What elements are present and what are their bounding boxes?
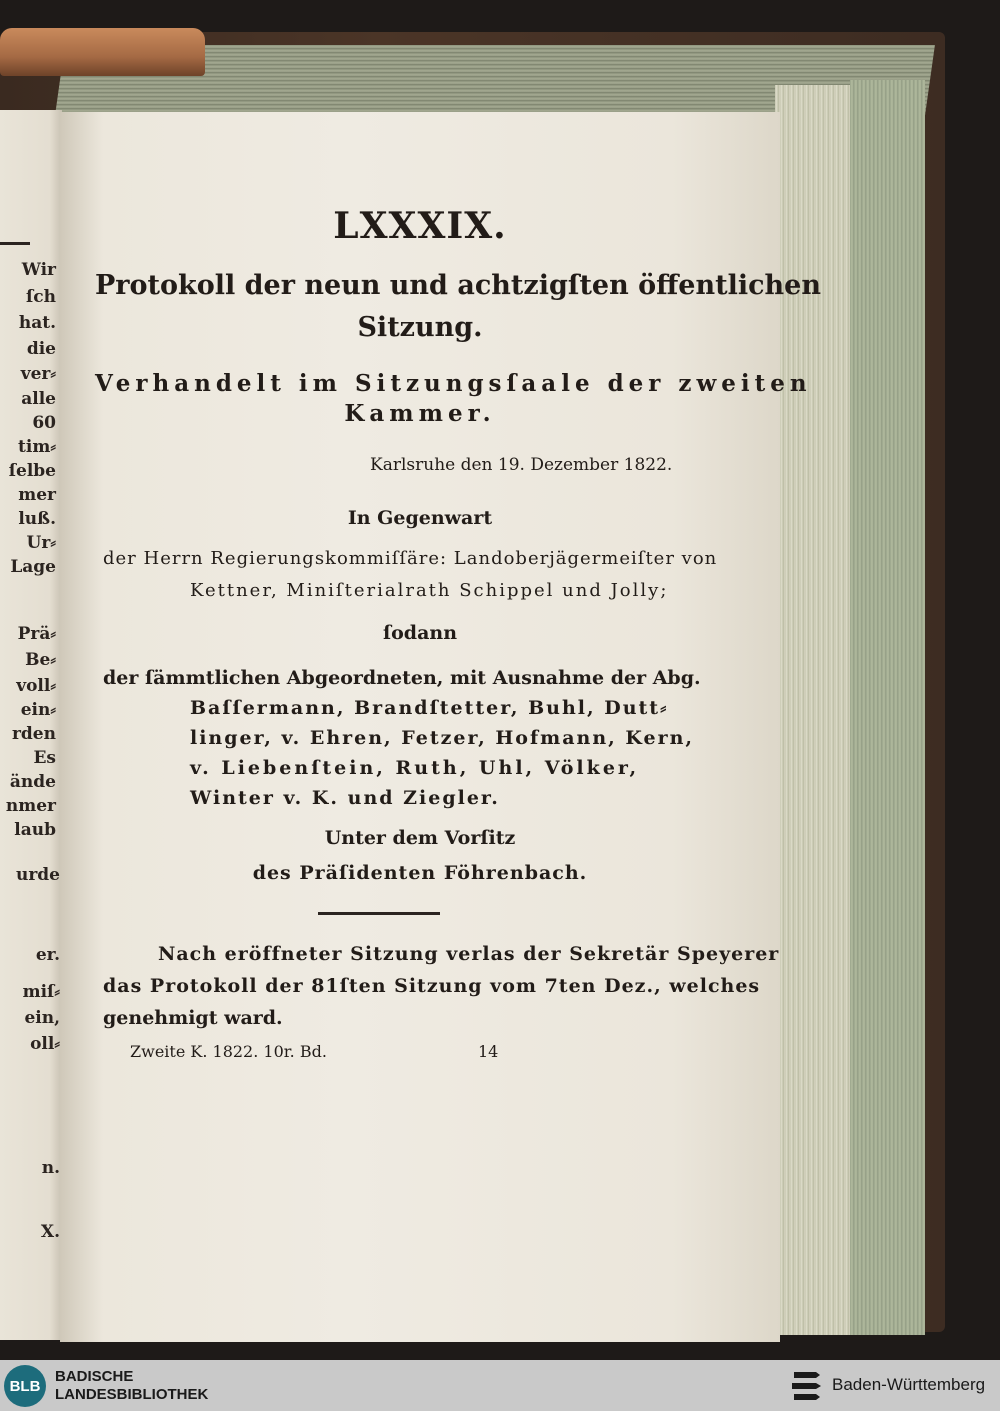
- deputies-line-5: Winter v. K. und Ziegler.: [190, 787, 500, 809]
- deputies-line-2: Baſſermann, Brandſtetter, Buhl, Dutt⸗: [190, 697, 669, 719]
- deputies-line-3: linger, v. Ehren, Fetzer, Hofmann, Kern,: [190, 727, 695, 749]
- book-spine: [0, 28, 205, 76]
- blb-logo[interactable]: BLB: [4, 1365, 46, 1407]
- title-line-2: Sitzung.: [357, 312, 483, 343]
- left-page-fragment: luß.: [18, 509, 56, 529]
- left-page-fragment: ver⸗: [20, 364, 56, 384]
- left-page-fragment: X.: [40, 1222, 60, 1242]
- left-page-fragment: die: [26, 339, 56, 359]
- left-page-fragment: alle: [21, 389, 56, 409]
- left-page-fragment: hat.: [18, 313, 56, 333]
- page-number: 14: [478, 1042, 499, 1061]
- deputies-line-1: der ſämmtlichen Abgeordneten, mit Ausnahme der Abg.: [103, 667, 701, 689]
- left-page-fragment: tim⸗: [18, 437, 56, 457]
- left-page: [0, 110, 62, 1340]
- library-name[interactable]: [55, 1368, 208, 1404]
- left-page-fragment: 60: [32, 413, 56, 433]
- left-page-fragment: Prä⸗: [17, 624, 56, 644]
- sodann: ſodann: [382, 622, 458, 644]
- deputies-line-4: v. Liebenſtein, Ruth, Uhl, Völker,: [190, 757, 640, 779]
- commissioners-line-1: der Herrn Regierungskommiſſäre: Landoberjägermeiſter von: [103, 548, 718, 569]
- library-name-line-1: BADISCHE: [55, 1368, 134, 1385]
- paragraph-line-2: das Protokoll der 81ſten Sitzung vom 7ten Dez., welches: [103, 975, 761, 997]
- left-page-fragment: Be⸗: [25, 650, 56, 670]
- left-page-fragment: er.: [35, 945, 60, 965]
- left-page-fragment: ſch: [25, 287, 56, 307]
- subtitle-line-2: Kammer.: [344, 400, 496, 427]
- library-name-line-2: LANDESBIBLIOTHEK: [55, 1386, 209, 1403]
- left-page-fragment: laub: [14, 820, 56, 840]
- left-page-fragment: Wir: [21, 260, 56, 280]
- baden-wuerttemberg-lions-icon[interactable]: [790, 1368, 824, 1404]
- left-page-fragment: miſ⸗: [22, 982, 60, 1002]
- left-page-fragment: oll⸗: [30, 1034, 60, 1054]
- in-gegenwart: In Gegenwart: [347, 507, 493, 529]
- left-page-text: [0, 110, 62, 1340]
- left-page-fragment: nmer: [5, 796, 56, 816]
- left-page-fragment: Es: [33, 748, 56, 768]
- date-line: Karlsruhe den 19. Dezember 1822.: [370, 455, 673, 475]
- chapter-heading: LXXXIX.: [333, 205, 507, 247]
- state-name[interactable]: Baden-Württemberg: [832, 1375, 986, 1394]
- left-page-fragment: rden: [11, 724, 56, 744]
- page-edges-right-shadow: [850, 80, 925, 1335]
- section-divider: [318, 912, 440, 915]
- title-line-1: Protokoll der neun und achtzigſten öffentlichen: [95, 270, 821, 301]
- paragraph-line-3: genehmigt ward.: [103, 1007, 283, 1029]
- left-page-fragment: n.: [41, 1158, 60, 1178]
- unter-vorsitz: Unter dem Vorſitz: [324, 827, 516, 849]
- paragraph-line-1: Nach eröffneter Sitzung verlas der Sekretär Speyerer: [158, 943, 780, 965]
- commissioners-line-2: Kettner, Miniſterialrath Schippel und Jolly;: [190, 580, 669, 601]
- praesident-line: des Präſidenten Föhrenbach.: [252, 862, 588, 884]
- footer-bar: [0, 1360, 1000, 1411]
- signature-footer: Zweite K. 1822. 10r. Bd.: [130, 1042, 327, 1061]
- left-page-fragment: ein,: [24, 1008, 60, 1028]
- left-page-fragment: Ur⸗: [26, 533, 56, 553]
- left-page-fragment: urde: [15, 865, 60, 885]
- left-page-fragment: ände: [9, 772, 56, 792]
- left-page-fragment: mer: [18, 485, 56, 505]
- left-page-fragment: ein⸗: [20, 700, 56, 720]
- left-page-fragment: Lage: [10, 557, 56, 577]
- left-page-fragment: voll⸗: [16, 676, 56, 696]
- left-page-fragment: ſelbe: [8, 461, 56, 481]
- subtitle-line-1: Verhandelt im Sitzungsſaale der zweiten: [95, 370, 812, 397]
